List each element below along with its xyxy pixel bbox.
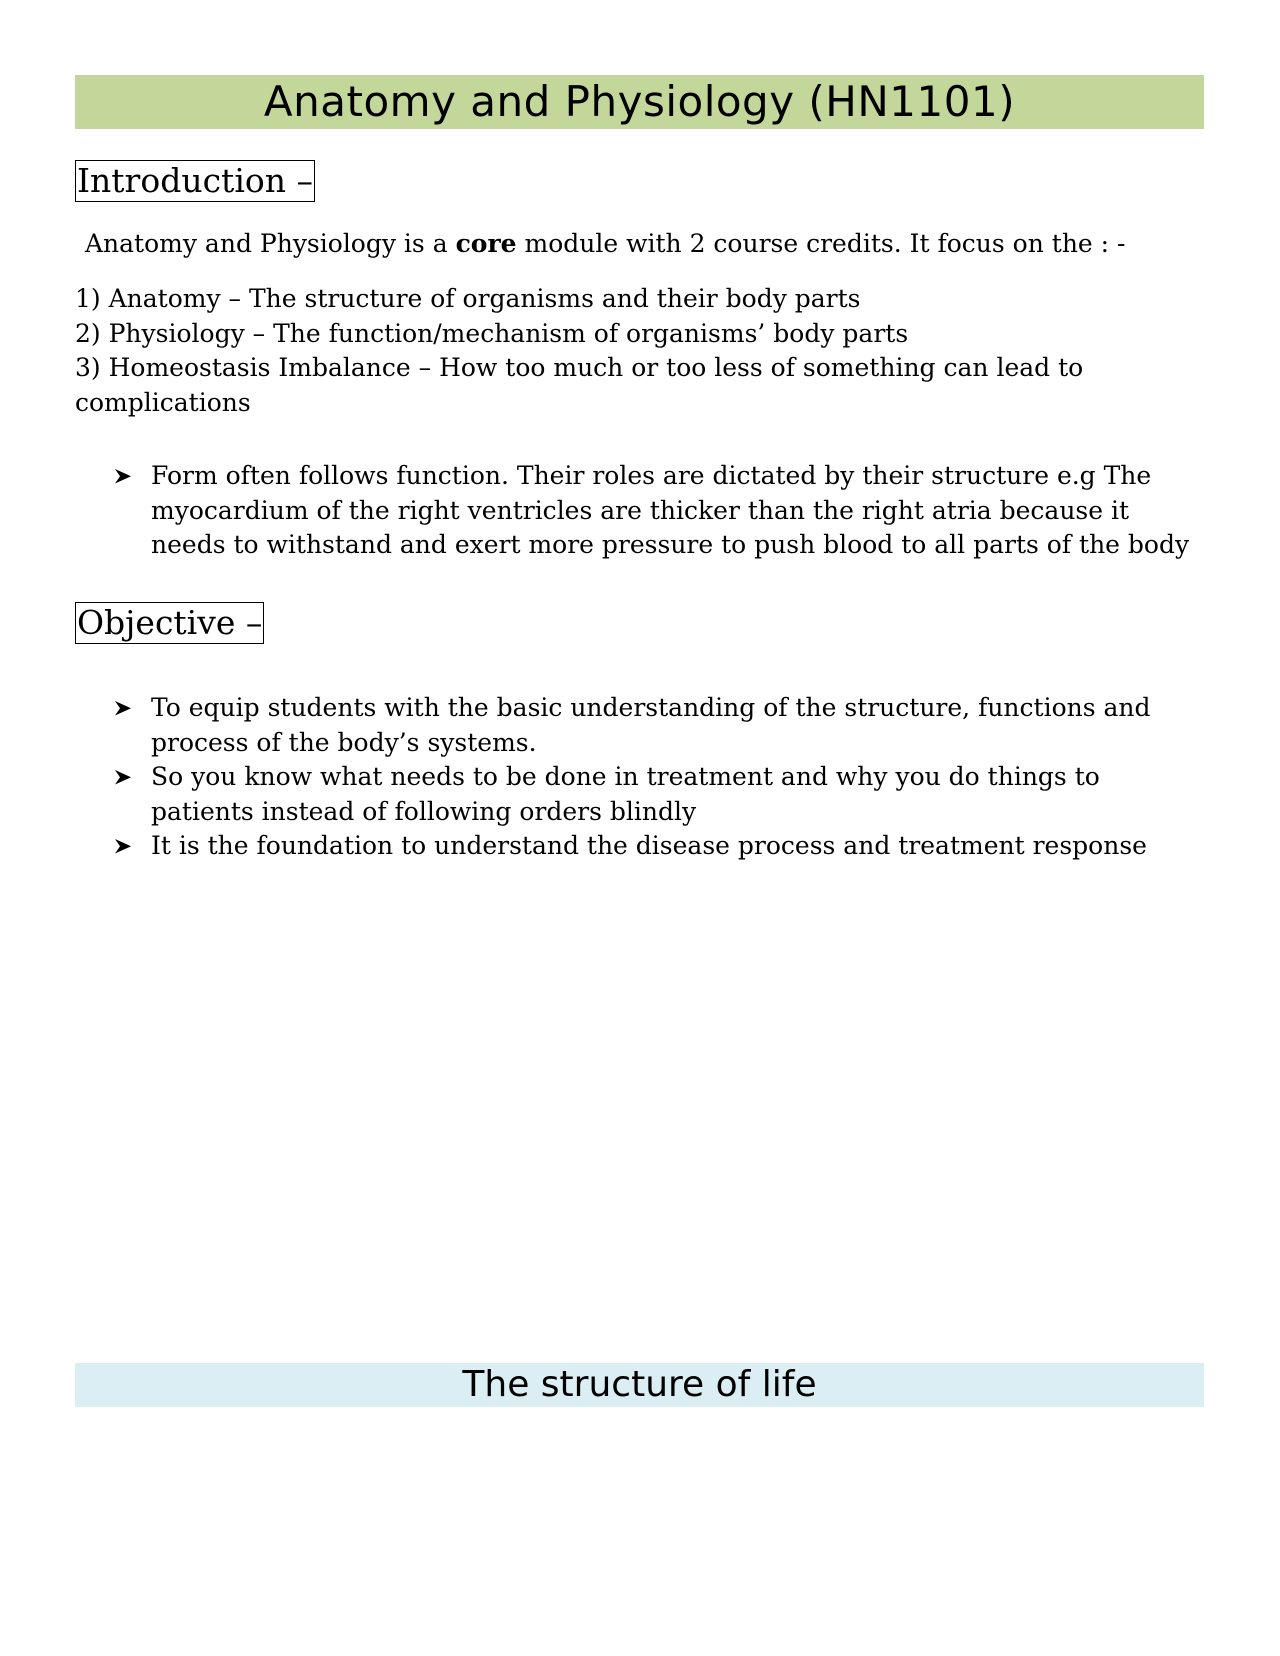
objective-bullet-list [113, 691, 1203, 864]
introduction-lead-start: Anatomy and Physiology is a [85, 229, 456, 258]
arrowhead-bullet-icon [113, 459, 135, 494]
numbered-item: 2) Physiology – The function/mechanism of organisms’ body parts [75, 318, 909, 348]
bullet-item [113, 691, 1203, 760]
bullet-text: So you know what needs to be done in treatment and why you do things to patients instead of following orders blindly [151, 762, 1100, 826]
introduction-lead [85, 227, 1125, 262]
bullet-item [113, 829, 1203, 864]
objective-heading: Objective – [77, 603, 263, 642]
bullet-text: It is the foundation to understand the disease process and treatment response [151, 831, 1147, 860]
introduction-bullet-list [113, 459, 1203, 563]
document-title: Anatomy and Physiology (HN1101) [75, 75, 1204, 129]
introduction-numbered-list [75, 282, 1175, 420]
arrowhead-bullet-icon [113, 760, 135, 795]
introduction-heading: Introduction – [77, 161, 313, 200]
numbered-item: 1) Anatomy – The structure of organisms and their body parts [75, 284, 861, 313]
bullet-item [113, 760, 1203, 829]
bullet-item [113, 459, 1203, 563]
bullet-text: To equip students with the basic understanding of the structure, functions and process of the body’s systems. [151, 693, 1151, 757]
arrowhead-bullet-icon [113, 691, 135, 726]
arrowhead-bullet-icon [113, 829, 135, 864]
introduction-lead-bold: core [455, 229, 517, 258]
numbered-item: 3) Homeostasis Imbalance – How too much or too less of something can lead to complications [75, 353, 1084, 417]
bullet-text: Form often follows function. Their roles are dictated by their structure e.g The myocardium of the right ventricles are thicker than the right atria because it needs to withstand and exert more pressure to push blood to all parts of the body [151, 461, 1190, 559]
section-title: The structure of life [75, 1363, 1204, 1407]
introduction-lead-end: module with 2 course credits. It focus on the : - [516, 229, 1126, 258]
